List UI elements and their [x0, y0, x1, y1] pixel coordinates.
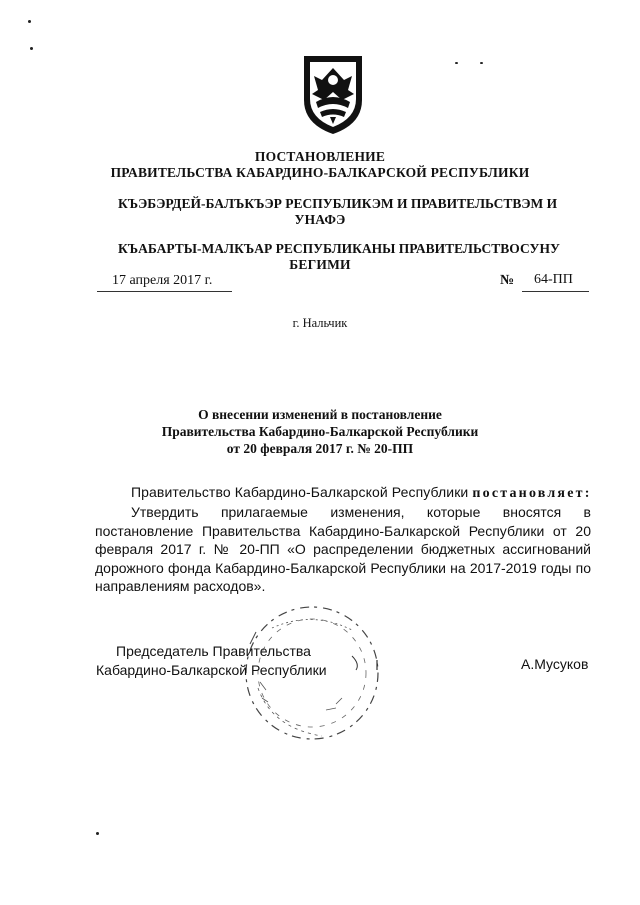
preamble [131, 484, 592, 502]
number-sign: № [500, 273, 515, 288]
body-paragraph-text: Утвердить прилагаемые изменения, которые вносятся в постановление Правительства Кабардино-Балкарской Республики от 20 февраля 2017 г. № 20-ПП «О распределении бюджетных ассигнований дорожного фонда Кабардино-Балкарской Республики на 2017-2019 годы по направлениям расходов». [95, 504, 591, 594]
doc-date: 17 апреля 2017 г. [112, 273, 213, 288]
balkar-title-line1: КЪАБАРТЫ-МАЛКЪАР РЕСПУБЛИКАНЫ ПРАВИТЕЛЬСТВОСУНУ [118, 241, 560, 256]
subject-line1: О внесении изменений в постановление [198, 407, 442, 422]
subject-line3: от 20 февраля 2017 г. № 20-ПП [226, 441, 414, 456]
date-underline [97, 291, 232, 292]
doc-subject [0, 406, 640, 457]
signer-position [96, 642, 327, 680]
doc-number: 64-ПП [534, 272, 573, 287]
scan-speck [480, 62, 483, 64]
doc-type-title: ПОСТАНОВЛЕНИЕ [254, 149, 386, 164]
balkar-title-line2: БЕГИМИ [289, 257, 351, 272]
signer-name: А.Мусуков [521, 656, 589, 672]
doc-city: г. Нальчик [292, 316, 348, 330]
signer-position-line1: Председатель Правительства [116, 643, 311, 659]
body-paragraph [95, 503, 591, 596]
subject-line2: Правительства Кабардино-Балкарской Республики [161, 424, 479, 439]
issuing-authority: ПРАВИТЕЛЬСТВА КАБАРДИНО-БАЛКАРСКОЙ РЕСПУБЛИКИ [110, 165, 530, 180]
coat-of-arms-icon [300, 50, 366, 136]
kabardian-title-line1: КЪЭБЭРДЕЙ-БАЛЪКЪЭР РЕСПУБЛИКЭМ И ПРАВИТЕЛЬСТВЭМ И [118, 196, 558, 211]
scan-speck [96, 832, 99, 835]
kabardian-title-line2: УНАФЭ [294, 212, 346, 227]
scan-speck [30, 47, 33, 50]
scan-speck [455, 62, 458, 64]
preamble-verb: постановляет: [472, 486, 592, 501]
preamble-text: Правительство Кабардино-Балкарской Республики [131, 484, 469, 500]
signer-position-line2: Кабардино-Балкарской Республики [96, 662, 327, 678]
scan-speck [28, 20, 31, 23]
number-underline [522, 291, 589, 292]
